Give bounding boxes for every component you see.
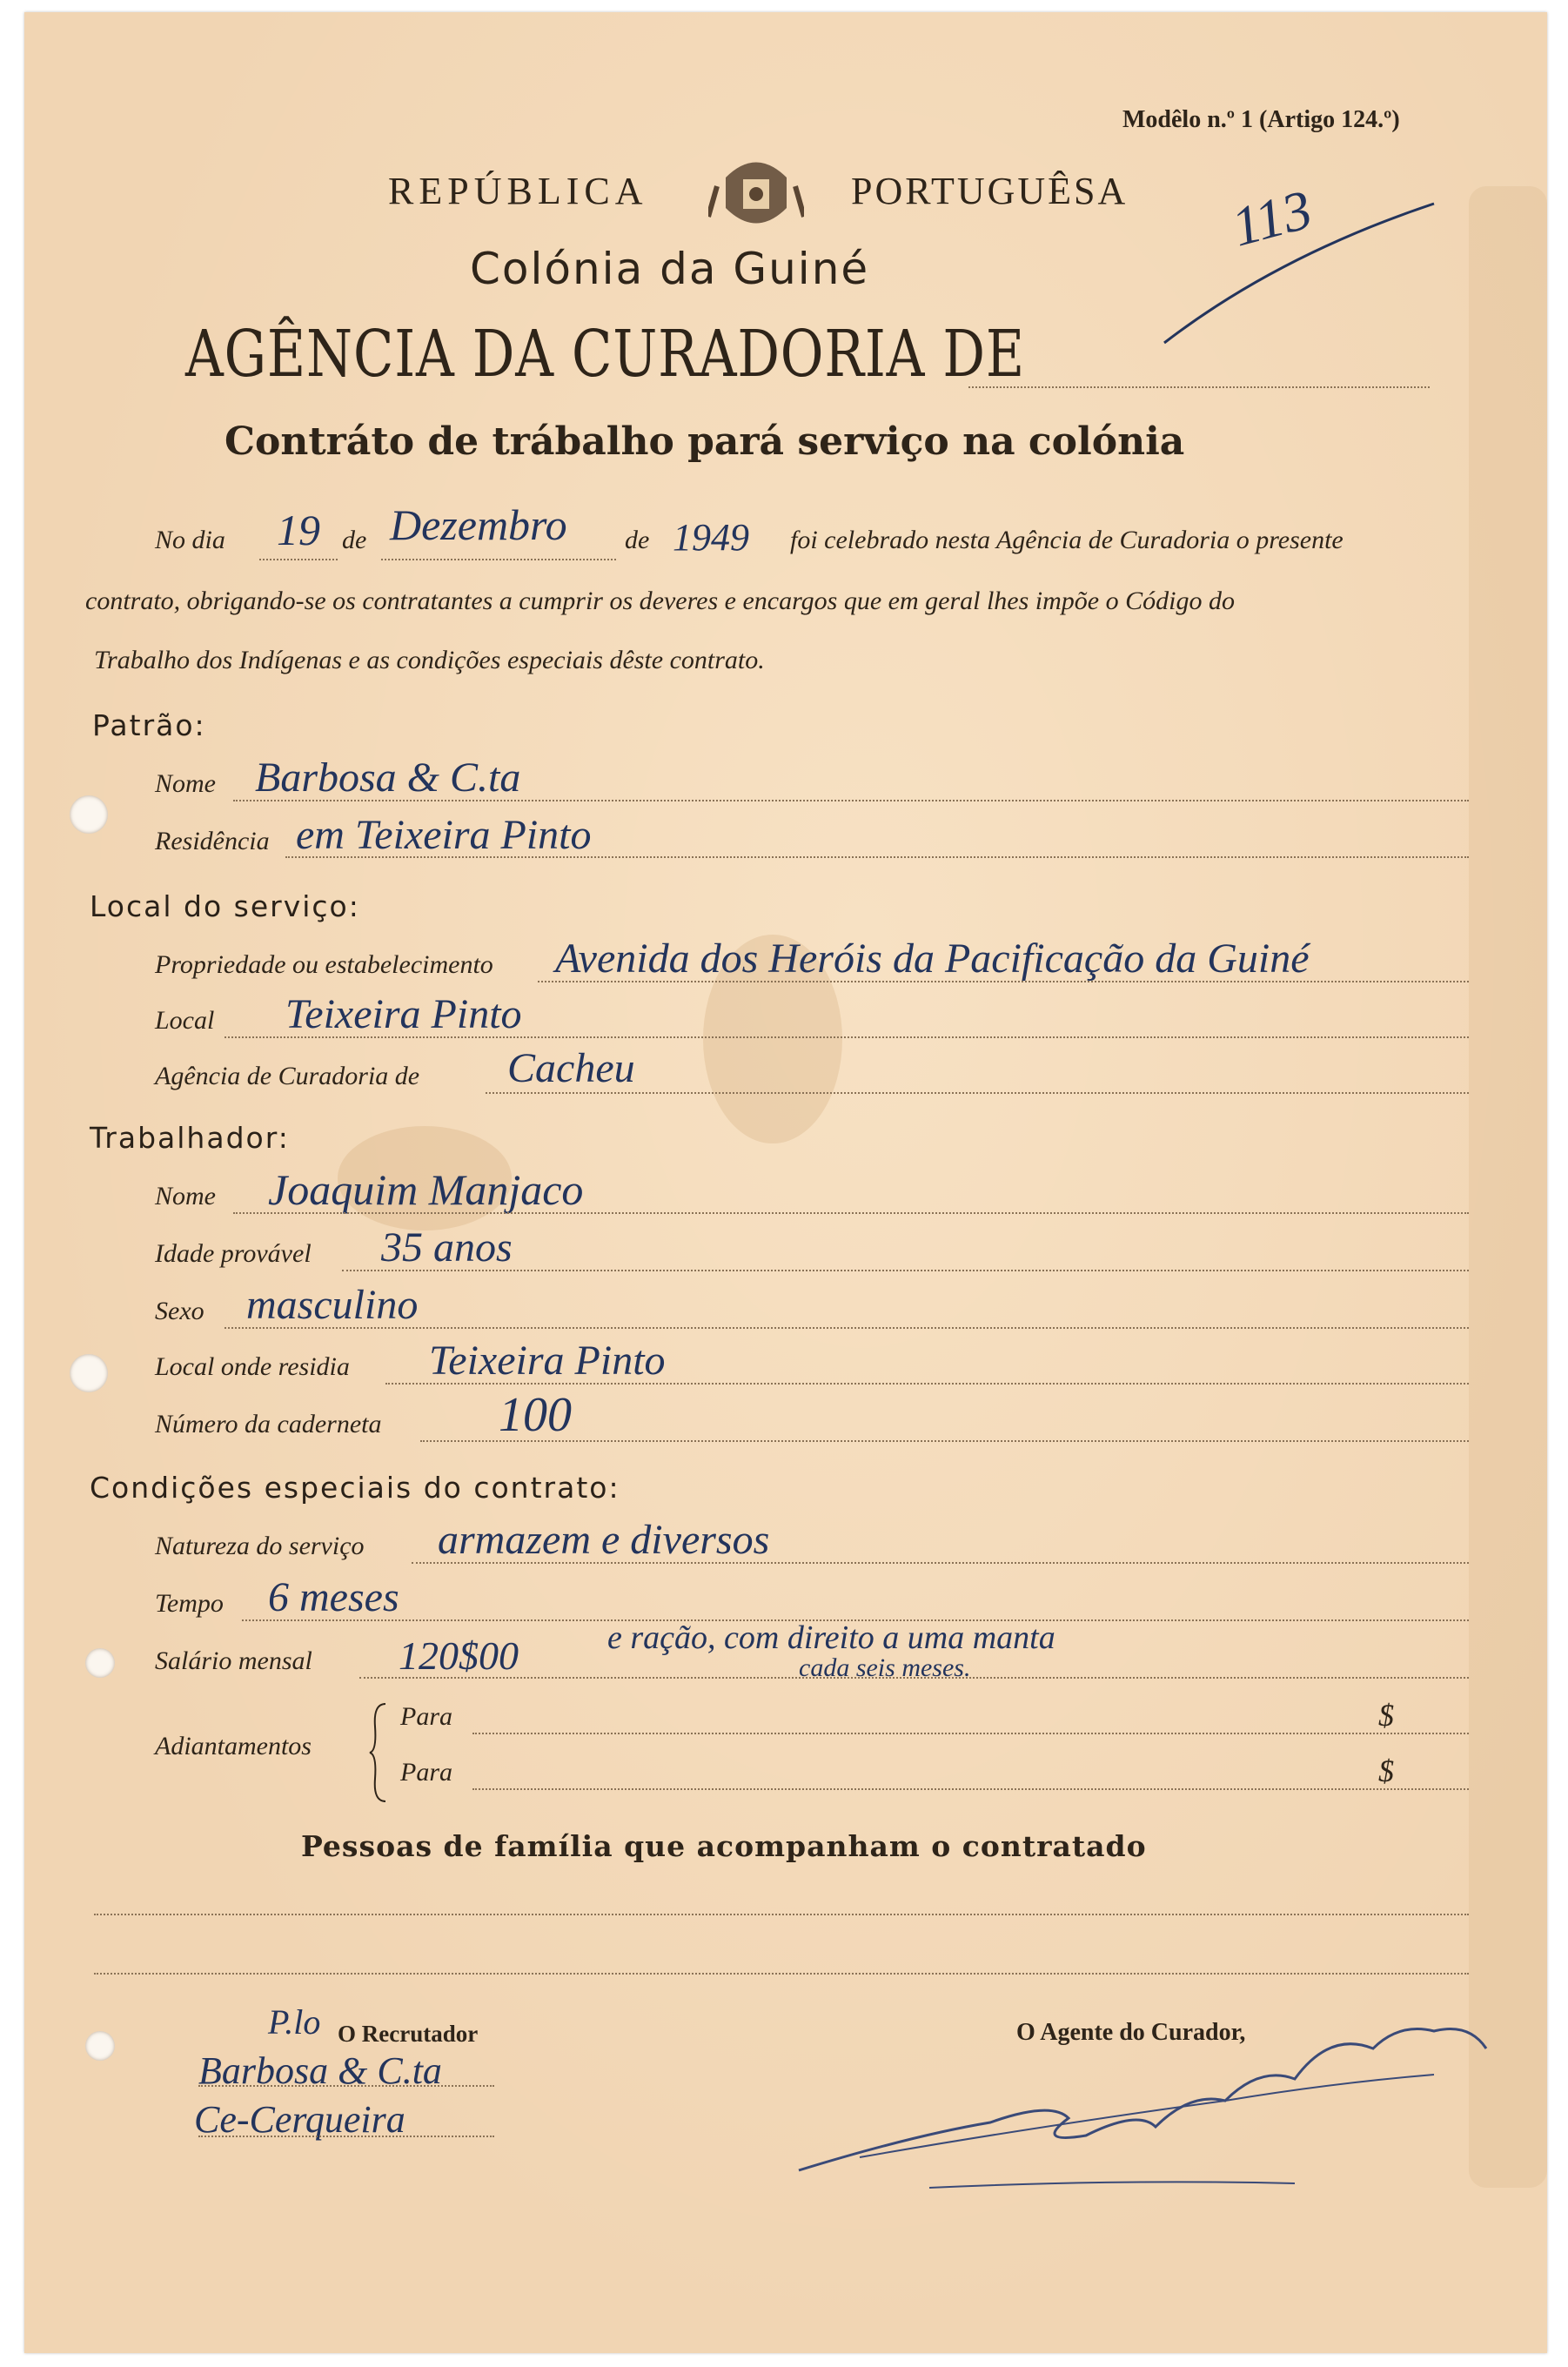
familia-line-1: [94, 1914, 1469, 1915]
handwritten-number: 113: [1225, 178, 1318, 258]
recrutador-line-1: [198, 2085, 494, 2087]
recrutador-sign-line2: Ce-Cerqueira: [194, 2098, 405, 2141]
value-idade: 35 anos: [381, 1224, 513, 1271]
value-local: Teixeira Pinto: [285, 991, 522, 1037]
preamble-line2: contrato, obrigando-se os contratantes a cumprir os deveres e encargos que em geral lhes impõe o Código do: [85, 587, 1235, 615]
line-sexo: [224, 1327, 1469, 1329]
value-salario-extra2: cada seis meses.: [799, 1653, 971, 1682]
line-salario: [359, 1677, 1469, 1679]
label-agencia: Agência de Curadoria de: [155, 1062, 420, 1090]
value-residia: Teixeira Pinto: [429, 1338, 666, 1384]
preamble-line3: Trabalho dos Indígenas e as condições especiais dêste contrato.: [94, 646, 765, 674]
label-patrao-residencia: Residência: [155, 827, 270, 855]
value-natureza: armazem e diversos: [438, 1517, 770, 1563]
recrutador-sign-line1: Barbosa & C.ta: [198, 2049, 442, 2092]
currency2: $: [1378, 1753, 1394, 1788]
label-para2: Para: [400, 1758, 452, 1787]
punch-hole: [70, 1354, 108, 1392]
line-trab-nome: [233, 1212, 1469, 1214]
section-patrao: Patrão:: [92, 708, 206, 742]
model-reference: Modêlo n.º 1 (Artigo 124.º): [1122, 106, 1400, 133]
preamble-year: 1949: [673, 516, 749, 559]
value-salario: 120$00: [399, 1633, 519, 1678]
label-salario: Salário mensal: [155, 1646, 312, 1675]
punch-hole: [85, 2031, 115, 2061]
line-agencia: [486, 1092, 1469, 1094]
recrutador-sign-top: P.lo: [268, 2002, 321, 2042]
value-salario-extra: e ração, com direito a uma manta: [607, 1619, 1055, 1656]
value-caderneta: 100: [499, 1388, 572, 1442]
currency1: $: [1378, 1698, 1394, 1733]
label-adiantamentos: Adiantamentos: [155, 1732, 312, 1760]
value-propriedade: Avenida dos Heróis da Pacificação da Guiné: [555, 935, 1310, 982]
label-propriedade: Propriedade ou estabelecimento: [155, 950, 493, 979]
contract-title: Contráto de trábalho pará serviço na colónia: [224, 419, 1185, 464]
colony-name: Colónia da Guiné: [470, 244, 870, 294]
section-condicoes: Condições especiais do contrato:: [90, 1471, 620, 1505]
label-caderneta: Número da caderneta: [155, 1410, 382, 1438]
punch-hole: [70, 795, 108, 834]
label-para1: Para: [400, 1702, 452, 1731]
label-trab-nome: Nome: [155, 1182, 216, 1210]
preamble-month: Dezembro: [390, 500, 567, 549]
value-tempo: 6 meses: [268, 1574, 399, 1620]
label-residia: Local onde residia: [155, 1352, 350, 1381]
familia-heading: Pessoas de família que acompanham o contratado: [301, 1829, 1147, 1863]
label-local: Local: [155, 1006, 215, 1035]
agente-label: O Agente do Curador,: [1016, 2019, 1246, 2046]
value-sexo: masculino: [246, 1282, 419, 1328]
punch-hole: [85, 1648, 115, 1678]
preamble-de2: de: [625, 526, 650, 554]
republic-left: REPÚBLICA: [388, 170, 648, 212]
recrutador-line-2: [198, 2136, 494, 2137]
section-local-servico: Local do serviço:: [90, 889, 360, 923]
label-patrao-nome: Nome: [155, 769, 216, 798]
line-propriedade: [538, 981, 1469, 982]
brace-icon: [368, 1700, 389, 1805]
line-patrao-residencia: [285, 856, 1469, 858]
line-idade: [342, 1270, 1469, 1271]
line-patrao-nome: [233, 800, 1469, 801]
blank-month: [381, 559, 616, 560]
value-patrao-residencia: em Teixeira Pinto: [296, 812, 592, 858]
line-caderneta: [420, 1440, 1469, 1442]
label-tempo: Tempo: [155, 1589, 224, 1618]
pen-stroke: [1156, 186, 1443, 352]
value-trab-nome: Joaquim Manjaco: [268, 1165, 584, 1214]
agency-title: AGÊNCIA DA CURADORIA DE: [185, 317, 1026, 392]
recrutador-label: O Recrutador: [338, 2021, 479, 2047]
coat-of-arms-icon: [708, 151, 804, 238]
preamble-de1: de: [342, 526, 367, 554]
republic-right: PORTUGUÊSA: [851, 170, 1129, 212]
label-natureza: Natureza do serviço: [155, 1532, 365, 1560]
preamble-no-dia: No dia: [155, 526, 225, 554]
label-sexo: Sexo: [155, 1297, 204, 1325]
section-trabalhador: Trabalhador:: [90, 1121, 290, 1155]
value-patrao-nome: Barbosa & C.ta: [255, 754, 521, 801]
preamble-line1: foi celebrado nesta Agência de Curadoria o presente: [790, 526, 1344, 554]
agency-blank: [968, 386, 1430, 388]
label-idade: Idade provável: [155, 1239, 312, 1268]
blank-day: [259, 559, 338, 560]
line-local: [224, 1036, 1469, 1038]
agente-signature: [773, 1970, 1521, 2214]
line-residia: [385, 1383, 1469, 1385]
line-natureza: [412, 1562, 1469, 1564]
document-sheet: [24, 12, 1547, 2353]
line-para2: [472, 1788, 1469, 1790]
value-agencia: Cacheu: [507, 1045, 635, 1091]
preamble-day: 19: [277, 506, 320, 554]
paper-stain: [1469, 186, 1547, 2188]
line-para1: [472, 1733, 1469, 1734]
